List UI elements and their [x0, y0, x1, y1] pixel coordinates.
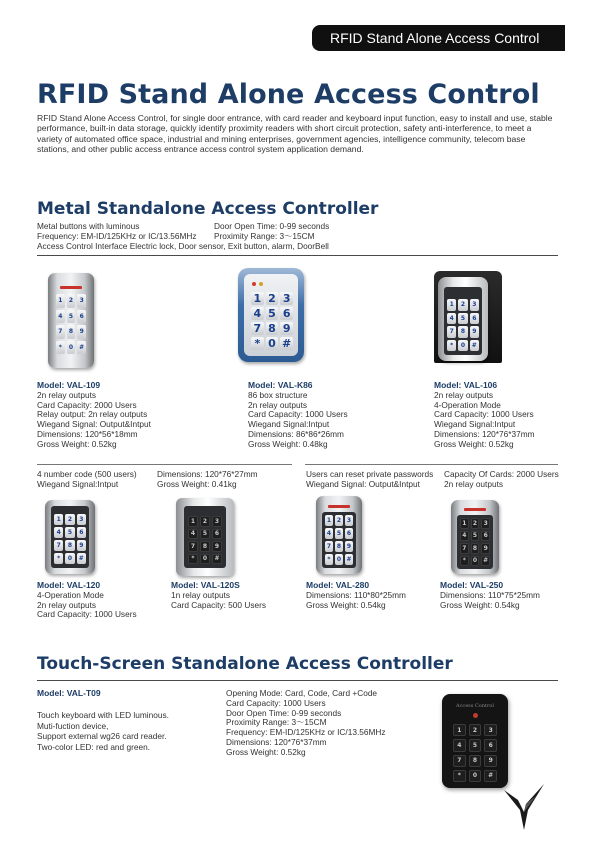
model-name: Model: VAL-106	[434, 380, 498, 390]
keypad-key: 9	[77, 325, 86, 339]
spec-line: 4-Operation Mode	[37, 589, 104, 600]
keypad-key: 0	[469, 770, 482, 782]
keypad-key: #	[470, 340, 479, 352]
spec-line: Dimensions: 110*80*25mm	[306, 589, 406, 600]
spec-line: Gross Weight: 0.52kg	[37, 438, 117, 449]
model-name: Model: VAL-250	[440, 580, 504, 590]
keypad-key: 7	[251, 322, 264, 335]
keypad-key: #	[282, 337, 292, 350]
group-divider	[305, 464, 558, 465]
spec-line: 86 box structure	[248, 389, 308, 400]
spec-line: Gross Weight: 0.54kg	[440, 599, 520, 610]
keypad-key: 3	[280, 292, 293, 305]
keypad-key: 5	[471, 531, 480, 542]
keypad-key: 5	[65, 527, 74, 538]
spec-line: 2n relay outputs	[434, 389, 494, 400]
keypad-key: 1	[56, 294, 65, 308]
spec-line: Card Capacity: 1000 Users	[248, 409, 348, 420]
group-spec-line: Wiegand Signal:Intput	[37, 478, 119, 489]
product-image-val-120	[45, 500, 95, 574]
keypad-key: 3	[77, 514, 86, 525]
keypad	[56, 294, 86, 354]
status-led-icon	[252, 282, 256, 286]
keypad-key: 6	[481, 531, 490, 542]
card-reader-indicator	[464, 508, 486, 511]
keypad-key: 5	[67, 310, 76, 324]
keypad-key: 4	[326, 530, 332, 537]
keypad-key: 2	[65, 514, 74, 525]
keypad-key: 1	[251, 292, 264, 305]
device-label: Access Control	[456, 703, 494, 709]
keypad	[54, 514, 86, 564]
product-image-val-t09	[442, 694, 508, 788]
product-specs-val-250	[440, 581, 540, 610]
keypad-key: 2	[200, 516, 210, 527]
group-right-col1	[306, 470, 433, 490]
keypad-key: 2	[266, 292, 279, 305]
product-specs-val-109	[37, 381, 151, 450]
keypad-key: 8	[458, 326, 467, 338]
keypad-key: 4	[453, 739, 466, 751]
product-specs-val-106	[434, 381, 535, 450]
keypad-key: 0	[336, 556, 342, 563]
metal-section-title: Metal Standalone Access Controller	[37, 199, 379, 219]
group-spec-line: Capacity Of Cards: 2000 Users	[444, 469, 559, 479]
touch-specs	[226, 689, 386, 758]
product-image-val-109	[48, 273, 94, 368]
keypad-key: 1	[453, 724, 466, 736]
spec-line: Frequency: EM-ID/125KHz or IC/13.56MHz	[226, 727, 386, 738]
keypad	[447, 299, 479, 351]
keypad-key: 4	[188, 529, 198, 540]
spec-line: Gross Weight: 0.54kg	[306, 599, 386, 610]
spec-line: 2n relay outputs	[37, 599, 97, 610]
keypad-key: #	[483, 557, 489, 565]
keypad-key: 6	[484, 739, 497, 751]
group-spec-line: Wiegand Signal: Output&Intput	[306, 478, 420, 489]
keypad-key: 9	[346, 543, 352, 550]
spec-line: Relay output: 2n relay outputs	[37, 409, 148, 420]
spec-line: Card Capacity: 1000 Users	[226, 697, 326, 708]
keypad	[460, 518, 490, 566]
keypad-key: 9	[470, 326, 479, 338]
keypad-key: 7	[188, 541, 198, 552]
touch-keypad	[453, 724, 497, 782]
group-spec-line: 2n relay outputs	[444, 478, 504, 489]
group-left-col1	[37, 470, 137, 490]
keypad-key: 1	[326, 517, 332, 524]
product-image-val-120s	[176, 498, 234, 576]
status-led-icon	[259, 282, 263, 286]
keypad-key: 5	[336, 530, 342, 537]
touch-model	[37, 689, 101, 699]
metal-summary-right	[214, 222, 329, 242]
keypad-key: 6	[346, 530, 352, 537]
keypad-key: *	[460, 556, 469, 567]
summary-line: Access Control Interface Electric lock, Door sensor, Exit button, alarm, DoorBell	[37, 240, 329, 251]
group-divider	[37, 464, 292, 465]
keypad-key: 8	[471, 543, 480, 554]
header-tag: RFID Stand Alone Access Control	[312, 25, 565, 51]
keypad-key: 8	[67, 325, 76, 339]
card-reader-indicator	[328, 505, 350, 508]
spec-line: Dimensions: 120*56*18mm	[37, 428, 138, 439]
keypad-key: 4	[56, 310, 65, 324]
spec-line: Wiegand Signal:Intput	[248, 419, 330, 430]
keypad-key: 3	[346, 517, 352, 524]
keypad-key: 0	[67, 341, 76, 355]
product-specs-val-120s	[171, 581, 266, 610]
touch-section-title: Touch-Screen Standalone Access Controller	[37, 654, 453, 674]
keypad-key: 3	[212, 516, 222, 527]
group-spec-line: Dimensions: 120*76*27mm	[157, 469, 258, 479]
keypad-key: 7	[54, 540, 63, 551]
keypad-key: 9	[280, 322, 293, 335]
spec-line: 2n relay outputs	[248, 399, 308, 410]
keypad-key: 9	[481, 543, 490, 554]
keypad-key: 7	[326, 543, 332, 550]
keypad-key: 2	[471, 518, 480, 529]
keypad-key: 1	[54, 514, 63, 525]
spec-line: Gross Weight: 0.52kg	[226, 746, 306, 757]
keypad-key: 0	[65, 553, 74, 564]
keypad-key: 3	[77, 294, 86, 308]
keypad	[188, 516, 222, 564]
keypad	[251, 292, 293, 348]
feature-line: Two-color LED: red and green.	[37, 741, 150, 752]
keypad-key: 5	[266, 307, 279, 320]
intro-paragraph: RFID Stand Alone Access Control, for single door entrance, with card reader and keyboard input function, easy to install and use, stable performance, built-in data storage, quickly identify proximity readers with short circuit protection, safety anti-interference, to meet a variety of automated office space, industrial and mining enterprises, government agencies, intelligence community, telecom base stations, and other public access entrance access control system application demand.	[37, 113, 553, 154]
keypad-key: 0	[266, 337, 279, 350]
keypad-key: 4	[54, 527, 63, 538]
page-title: RFID Stand Alone Access Control	[37, 79, 540, 110]
spec-line: Wiegand Signal: Output&Intput	[37, 419, 151, 430]
keypad-key: 6	[470, 313, 479, 325]
product-specs-val-280	[306, 581, 406, 610]
keypad-key: *	[453, 770, 466, 782]
keypad-key: 0	[458, 340, 467, 352]
spec-line: Dimensions: 86*86*26mm	[248, 428, 344, 439]
card-reader-indicator	[60, 286, 82, 289]
keypad-key: 2	[336, 517, 342, 524]
status-led-icon	[473, 713, 478, 718]
summary-line: Proximity Range: 3～15CM	[214, 230, 315, 241]
keypad-key: #	[212, 554, 222, 565]
keypad-key: 8	[266, 322, 279, 335]
section-divider	[37, 255, 558, 256]
spec-line: Gross Weight: 0.48kg	[248, 438, 328, 449]
keypad-key: *	[188, 554, 198, 565]
keypad-key: *	[251, 337, 264, 350]
keypad-key: #	[77, 341, 86, 355]
keypad-key: 3	[484, 724, 497, 736]
brand-logo-icon	[500, 782, 548, 832]
keypad-key: 7	[56, 325, 65, 339]
spec-line: Dimensions: 120*76*37mm	[434, 428, 535, 439]
feature-line: Touch keyboard with LED luminous.	[37, 710, 169, 720]
section-divider	[37, 680, 558, 681]
keypad-key: 1	[447, 299, 456, 311]
keypad-key: 7	[453, 755, 466, 767]
product-image-val-280	[316, 496, 362, 574]
keypad-key: #	[346, 556, 352, 563]
spec-line: Proximity Range: 3～15CM	[226, 717, 327, 728]
model-name: Model: VAL-120	[37, 580, 101, 590]
keypad-key: 9	[77, 540, 86, 551]
group-spec-line: 4 number code (500 users)	[37, 469, 137, 479]
group-spec-line: Gross Weight: 0.41kg	[157, 478, 237, 489]
keypad-key: 7	[447, 326, 456, 338]
spec-line: Opening Mode: Card, Code, Card +Code	[226, 688, 378, 698]
keypad-key: 0	[200, 554, 210, 565]
keypad-key: 8	[336, 543, 342, 550]
keypad	[325, 515, 353, 565]
keypad-key: 2	[67, 294, 76, 308]
keypad-key: 1	[460, 518, 469, 529]
summary-line: Metal buttons with luminous	[37, 221, 140, 231]
spec-line: Wiegand Signal:Intput	[434, 419, 516, 430]
keypad-key: 4	[251, 307, 264, 320]
keypad-key: 3	[481, 518, 490, 529]
spec-line: Gross Weight: 0.52kg	[434, 438, 514, 449]
keypad-key: *	[56, 341, 65, 355]
group-spec-line: Users can reset private passwords	[306, 469, 434, 479]
feature-line: Support external wg26 card reader.	[37, 731, 167, 742]
keypad-key: 6	[280, 307, 293, 320]
keypad-key: 8	[469, 755, 482, 767]
spec-line: Card Capacity: 500 Users	[171, 599, 266, 610]
spec-line: Dimensions: 120*76*37mm	[226, 736, 327, 747]
keypad-key: 5	[200, 529, 210, 540]
keypad-key: *	[325, 554, 333, 565]
keypad-key: 6	[77, 527, 86, 538]
keypad-key: 9	[484, 755, 497, 767]
model-name: Model: VAL-K86	[248, 380, 313, 390]
keypad-key: 4	[460, 531, 469, 542]
spec-line: Door Open Time: 0-99 seconds	[226, 707, 342, 718]
keypad-key: 5	[469, 739, 482, 751]
spec-line: 1n relay outputs	[171, 589, 231, 600]
product-image-val-106	[432, 271, 504, 365]
keypad-key: 0	[471, 556, 480, 567]
keypad-key: 1	[188, 516, 198, 527]
keypad-key: #	[77, 553, 86, 564]
keypad-key: #	[484, 770, 497, 782]
keypad-key: *	[447, 340, 456, 352]
keypad-key: 3	[470, 299, 479, 311]
spec-line: Card Capacity: 1000 Users	[434, 409, 534, 420]
product-specs-val-k86	[248, 381, 348, 450]
feature-line: Muti-fuction device,	[37, 720, 109, 731]
touch-features	[37, 710, 169, 752]
keypad-key: 6	[77, 310, 86, 324]
group-right-col2	[444, 470, 559, 490]
keypad-key: 9	[212, 541, 222, 552]
model-name: Model: VAL-T09	[37, 688, 101, 698]
spec-line: Dimensions: 110*75*25mm	[440, 589, 540, 600]
product-image-val-250	[451, 500, 499, 574]
model-name: Model: VAL-120S	[171, 580, 240, 590]
group-left-col2	[157, 470, 258, 490]
summary-line: Frequency: EM-ID/125KHz or IC/13.56MHz	[37, 230, 197, 241]
keypad-key: 8	[200, 541, 210, 552]
spec-line: Card Capacity: 2000 Users	[37, 399, 137, 410]
spec-line: 2n relay outputs	[37, 389, 97, 400]
keypad-key: *	[54, 553, 63, 564]
spec-line: Card Capacity: 1000 Users	[37, 609, 137, 620]
keypad-key: 7	[460, 543, 469, 554]
keypad-key: 2	[469, 724, 482, 736]
product-specs-val-120	[37, 581, 137, 620]
summary-line: Door Open Time: 0-99 seconds	[214, 221, 330, 231]
model-name: Model: VAL-109	[37, 380, 101, 390]
keypad-key: 2	[458, 299, 467, 311]
spec-line: 4-Operation Mode	[434, 399, 501, 410]
keypad-key: 5	[458, 313, 467, 325]
keypad-key: 8	[65, 540, 74, 551]
keypad-key: 6	[212, 529, 222, 540]
keypad-key: 4	[447, 313, 456, 325]
model-name: Model: VAL-280	[306, 580, 370, 590]
product-image-val-k86	[238, 268, 304, 362]
